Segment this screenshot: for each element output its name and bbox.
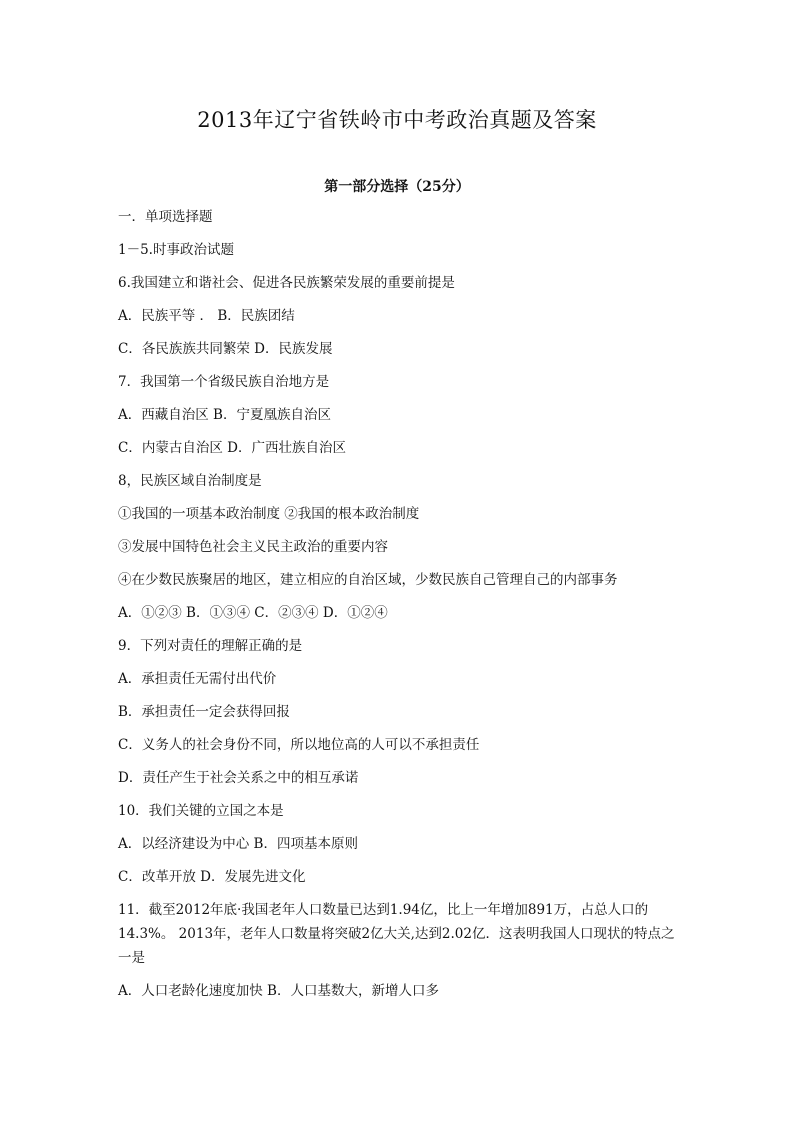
question-6-options-ab: A．民族平等 ． B．民族团结 bbox=[118, 308, 295, 324]
question-8-statement-4: ④在少数民族聚居的地区，建立相应的自治区域，少数民族自己管理自己的内部事务 bbox=[118, 572, 618, 588]
question-11-options-ab: A．人口老龄化速度加快 B．人口基数大，新增人口多 bbox=[118, 983, 439, 999]
question-9-option-a: A．承担责任无需付出代价 bbox=[118, 671, 277, 687]
question-range-label: 1－5.时事政治试题 bbox=[118, 242, 234, 258]
question-10-text: 10．我们关键的立国之本是 bbox=[118, 803, 284, 819]
question-9-text: 9．下列对责任的理解正确的是 bbox=[118, 638, 303, 654]
document-title: 2013年辽宁省铁岭市中考政治真题及答案 bbox=[197, 108, 597, 132]
question-8-statement-1-2: ①我国的一项基本政治制度 ②我国的根本政治制度 bbox=[118, 506, 420, 522]
question-10-options-ab: A．以经济建设为中心 B．四项基本原则 bbox=[118, 836, 358, 852]
question-11-text: 11．截至2012年底·我国老年人口数量已达到1.94亿，比上一年增加891万，占总人口的14.3%。 2013年，老年人口数量将突破2亿大关,达到2.02亿．这表明我国人口现状的特点之一是 bbox=[118, 902, 675, 966]
question-7-options-ab: A．西藏自治区 B．宁夏凰族自治区 bbox=[118, 407, 331, 423]
section-heading: 第一部分选择（25分） bbox=[324, 179, 470, 195]
question-7-options-cd: C．内蒙古自治区 D．广西壮族自治区 bbox=[118, 440, 346, 456]
question-8-statement-3: ③发展中国特色社会主义民主政治的重要内容 bbox=[118, 539, 388, 555]
question-9-option-b: B．承担责任一定会获得回报 bbox=[118, 704, 290, 720]
question-9-option-d: D．责任产生于社会关系之中的相互承诺 bbox=[118, 770, 359, 786]
section-label: 一．单项选择题 bbox=[118, 209, 213, 225]
question-7-text: 7．我国第一个省级民族自治地方是 bbox=[118, 374, 330, 390]
question-6-options-cd: C．各民族族共同繁荣 D．民族发展 bbox=[118, 341, 333, 357]
question-10-options-cd: C．改革开放 D．发展先进文化 bbox=[118, 869, 306, 885]
question-8-options: A．①②③ B．①③④ C．②③④ D．①②④ bbox=[118, 605, 388, 621]
question-6-text: 6.我国建立和谐社会、促进各民族繁荣发展的重要前提是 bbox=[118, 275, 455, 291]
question-9-option-c: C．义务人的社会身份不同，所以地位高的人可以不承担责任 bbox=[118, 737, 480, 753]
question-8-text: 8，民族区域自治制度是 bbox=[118, 473, 262, 489]
